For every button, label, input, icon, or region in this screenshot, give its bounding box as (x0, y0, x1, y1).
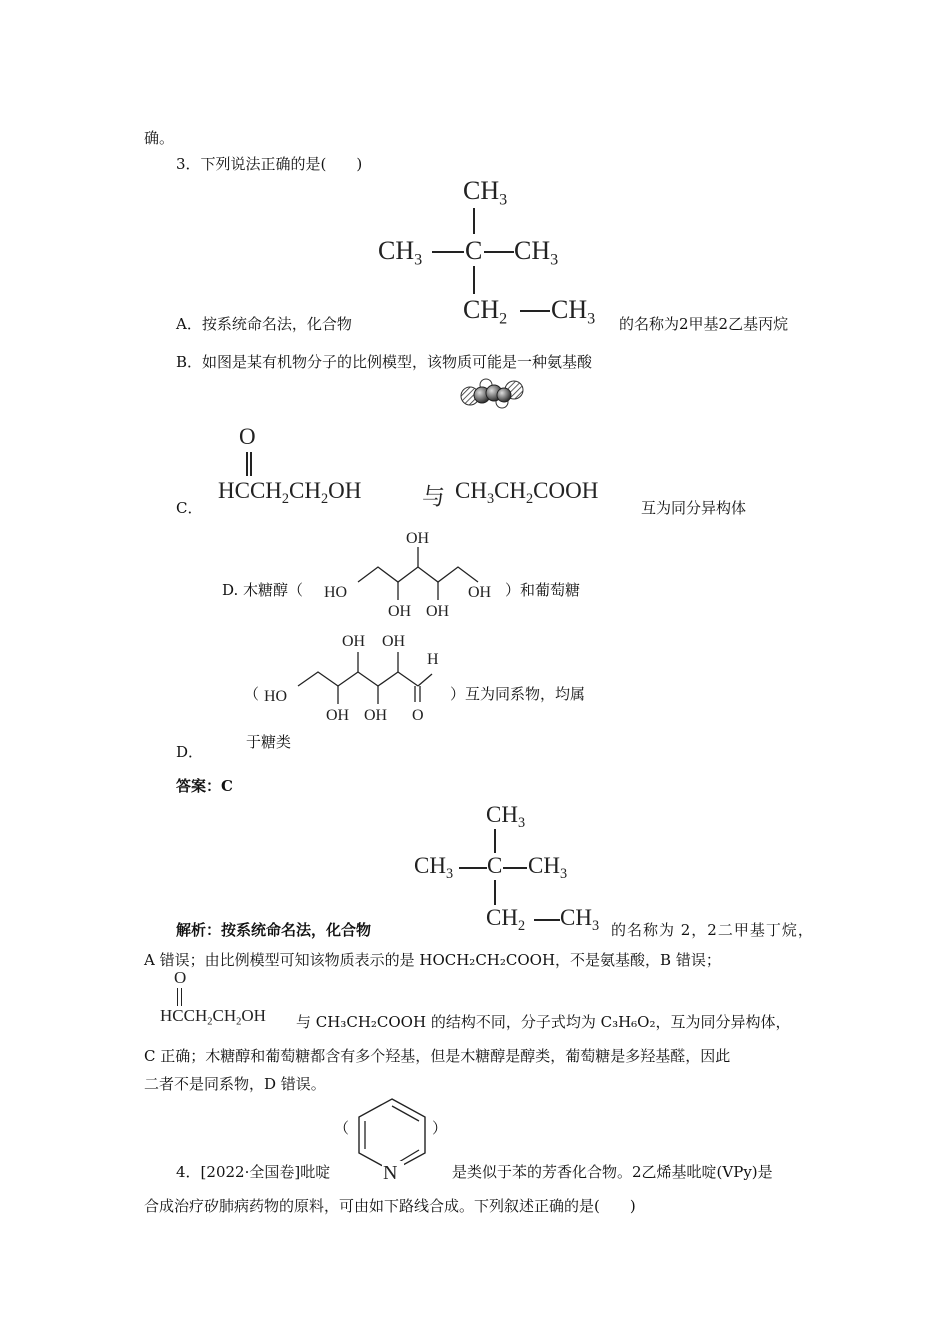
formula-ch3: CH (514, 236, 551, 265)
subscript: 2 (281, 490, 290, 507)
formula-ch: CH (455, 478, 487, 503)
explanation-line-4: C 正确；木糖醇和葡萄糖都含有多个羟基，但是木糖醇是醇类，葡萄糖是多羟基醛，因此 (144, 1047, 731, 1065)
label-oh: OH (468, 584, 492, 601)
formula-c: C (487, 853, 503, 878)
bond (494, 829, 496, 853)
subscript: 3 (587, 310, 596, 328)
formula-ch3: CH (551, 295, 588, 324)
subscript: 3 (591, 917, 600, 934)
question-4-prefix: 4．[2022·全国卷]吡啶 (176, 1163, 331, 1181)
label-oh: OH (364, 707, 388, 724)
option-a-suffix: 的名称为2甲基2乙基丙烷 (619, 315, 789, 333)
xylitol-skeletal-structure (320, 525, 520, 620)
formula-cooh: COOH (533, 478, 599, 503)
question-4-suffix: 是类似于苯的芳香化合物。2乙烯基吡啶(VPy)是 (452, 1163, 773, 1181)
formula-ch3: CH (486, 802, 518, 827)
formula-ch3: CH (378, 236, 415, 265)
double-bond (246, 452, 248, 476)
question-3-stem: 3．下列说法正确的是( ) (176, 155, 363, 173)
bond (503, 867, 527, 869)
formula-ch: CH (289, 478, 321, 503)
question-4-line-2: 合成治疗矽肺病药物的原料，可由如下路线合成。下列叙述正确的是( ) (144, 1197, 636, 1215)
double-bond (250, 452, 252, 476)
subscript: 3 (517, 814, 526, 831)
bond (494, 880, 496, 905)
explanation-label: 解析：按系统命名法，化合物 (176, 921, 372, 939)
formula-ch3: CH (560, 905, 592, 930)
subscript: 2 (236, 1016, 242, 1028)
label-o: O (412, 707, 424, 724)
formula-hcch: HCCH (218, 478, 282, 503)
option-d-label: D． (176, 743, 204, 761)
label-oh: OH (388, 603, 412, 620)
formula-ch3: CH (414, 853, 446, 878)
formula-oh: OH (241, 1006, 266, 1025)
bond (534, 919, 560, 921)
subscript: 2 (526, 490, 534, 507)
formula-ch2: CH (463, 295, 500, 324)
subscript: 3 (550, 251, 559, 269)
pyridine-ring-structure (355, 1095, 435, 1185)
label-h: H (427, 651, 439, 668)
formula-ch: CH (212, 1006, 237, 1025)
formula-ch3: CH (463, 176, 500, 205)
explanation-line-2: A 错误；由比例模型可知该物质表示的是 HOCH₂CH₂COOH，不是氨基酸，B 错误； (144, 951, 721, 969)
nitrogen-label: N (383, 1162, 398, 1184)
option-d-mid: ）和葡萄糖 (505, 581, 581, 599)
bond (473, 266, 475, 294)
explanation-suffix: 的名称为 2，2二甲基丁烷， (611, 921, 814, 939)
subscript: 2 (320, 490, 329, 507)
answer: 答案：C (176, 777, 233, 795)
label-oh: OH (326, 707, 350, 724)
option-d-homolog-text: ）互为同系物，均属 (450, 685, 586, 703)
formula-ch3: CH (528, 853, 560, 878)
option-d-tail: 于糖类 (246, 733, 292, 751)
connector-yu: 与 (422, 484, 445, 509)
explanation-prefix (176, 920, 371, 940)
option-b: B．如图是某有机物分子的比例模型，该物质可能是一种氨基酸 (176, 353, 593, 371)
label-ho: HO (324, 584, 348, 601)
option-d-prefix: D. 木糖醇（ (222, 581, 304, 599)
subscript: 3 (486, 490, 495, 507)
subscript: 2 (517, 917, 526, 934)
formula-c: C (465, 236, 483, 265)
double-bond (177, 988, 178, 1006)
subscript: 3 (559, 865, 568, 882)
subscript: 3 (445, 865, 454, 882)
bond (520, 310, 550, 312)
label-oh: OH (382, 633, 406, 650)
formula-ch: CH (494, 478, 527, 503)
bond (473, 208, 475, 234)
double-bond (181, 988, 182, 1006)
continuation-text: 确。 (144, 129, 175, 147)
label-ho: HO (264, 688, 288, 705)
explanation-line-3: 与 CH₃CH₂COOH 的结构不同，分子式均为 C₃H₆O₂，互为同分异构体， (296, 1013, 791, 1031)
formula-oh: OH (328, 478, 362, 503)
explanation-line-5: 二者不是同系物，D 错误。 (144, 1075, 326, 1093)
subscript: 2 (207, 1016, 213, 1028)
subscript: 2 (499, 310, 508, 328)
bond (459, 867, 487, 869)
bond (432, 251, 464, 253)
ball-and-stick-model-image (458, 376, 528, 410)
label-oh: OH (406, 530, 430, 547)
label-oh: OH (342, 633, 366, 650)
paren-right: ） (432, 1119, 448, 1137)
option-c-label: C． (176, 499, 203, 517)
carbonyl-oxygen: O (239, 424, 256, 449)
paren-left: （ (334, 1119, 350, 1137)
formula-ch2: CH (486, 905, 518, 930)
paren-open: （ (244, 685, 260, 703)
subscript: 3 (414, 251, 423, 269)
option-a-prefix: A．按系统命名法，化合物 (176, 315, 352, 333)
bond (484, 251, 514, 253)
formula-hcch: HCCH (160, 1006, 208, 1025)
subscript: 3 (499, 191, 508, 209)
option-c-suffix: 互为同分异构体 (641, 499, 747, 517)
label-oh: OH (426, 603, 450, 620)
glucose-skeletal-structure (262, 628, 462, 724)
carbonyl-oxygen: O (174, 968, 187, 987)
